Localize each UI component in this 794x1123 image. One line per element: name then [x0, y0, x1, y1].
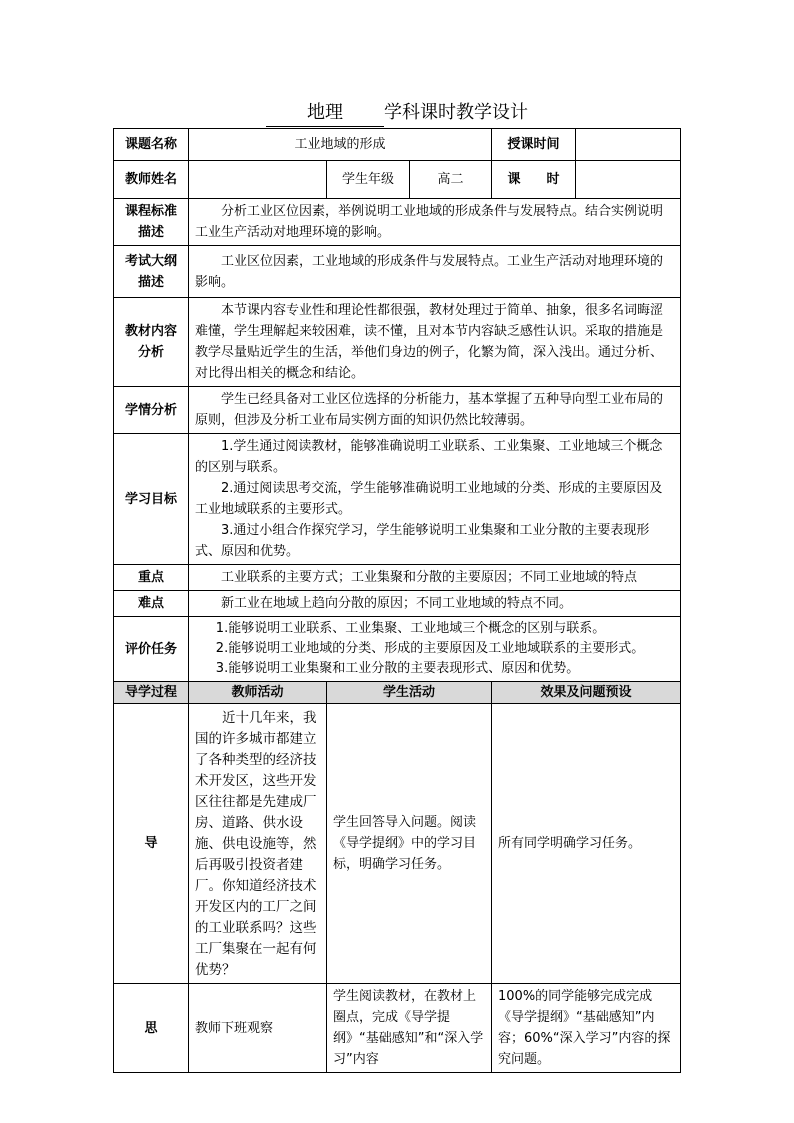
key-row	[114, 565, 681, 591]
topic-row	[114, 129, 681, 161]
process-stage: 思	[114, 984, 189, 1073]
difficult-label: 难点	[114, 591, 189, 617]
title-suffix: 学科课时教学设计	[384, 102, 528, 123]
key-text: 工业联系的主要方式；工业集聚和分散的主要原因；不同工业地域的特点	[189, 565, 681, 591]
lesson-plan-table	[113, 128, 681, 1073]
time-label: 授课时间	[492, 129, 576, 161]
student-row	[114, 387, 681, 434]
teacher-label: 教师姓名	[114, 161, 189, 199]
key-label: 重点	[114, 565, 189, 591]
eval-item: 2.能够说明工业地域的分类、形成的主要原因及工业地域联系的主要形式。	[215, 641, 645, 656]
process-effect: 100%的同学能够完成完成《导学提纲》“基础感知”内容；60%“深入学习”内容的探究问题。	[492, 984, 681, 1073]
goal-item: 1.学生通过阅读教材，能够准确说明工业联系、工业集聚、工业地域三个概念的区别与联系。	[195, 439, 663, 475]
eval-row	[114, 617, 681, 682]
time-value	[576, 129, 681, 161]
exam-text: 工业区位因素，工业地域的形成条件与发展特点。工业生产活动对地理环境的影响。	[189, 246, 681, 298]
eval-item: 1.能够说明工业联系、工业集聚、工业地域三个概念的区别与联系。	[215, 621, 606, 636]
student-label: 学情分析	[114, 387, 189, 434]
teacher-row	[114, 161, 681, 199]
standard-label: 课程标准描述	[114, 199, 189, 246]
grade-value: 高二	[410, 161, 492, 199]
material-text: 本节课内容专业性和理论性都很强，教材处理过于简单、抽象，很多名词晦涩难懂，学生理解起来较困难，读不懂，且对本节内容缺乏感性认识。采取的措施是教学尽量贴近学生的生活，举他们身边的例子，化繁为简，深入浅出。通过分析、对比得出相关的概念和结论。	[189, 298, 681, 387]
process-header-row	[114, 682, 681, 704]
period-value	[576, 161, 681, 199]
teacher-value	[189, 161, 327, 199]
material-row	[114, 298, 681, 387]
process-header-teacher: 教师活动	[189, 682, 327, 704]
grade-label: 学生年级	[327, 161, 410, 199]
goals-cell	[189, 434, 681, 565]
process-row-si	[114, 984, 681, 1073]
topic-label: 课题名称	[114, 129, 189, 161]
difficult-row	[114, 591, 681, 617]
goal-item: 2.通过阅读思考交流，学生能够准确说明工业地域的分类、形成的主要原因及工业地域联系的主要形式。	[195, 481, 663, 517]
material-label: 教材内容分析	[114, 298, 189, 387]
title-subject: 地理	[266, 100, 384, 127]
process-row-dao	[114, 704, 681, 984]
process-header-stage: 导学过程	[114, 682, 189, 704]
eval-item: 3.能够说明工业集聚和工业分散的主要表现形式、原因和优势。	[215, 661, 580, 676]
process-header-student: 学生活动	[327, 682, 492, 704]
exam-row	[114, 246, 681, 298]
process-stage: 导	[114, 704, 189, 984]
exam-label: 考试大纲描述	[114, 246, 189, 298]
process-student-activity: 学生阅读教材，在教材上圈点，完成《导学提纲》“基础感知”和“深入学习”内容	[327, 984, 492, 1073]
goals-label: 学习目标	[114, 434, 189, 565]
process-teacher-activity: 教师下班观察	[189, 984, 327, 1073]
eval-cell	[189, 617, 681, 682]
eval-label: 评价任务	[114, 617, 189, 682]
topic-value: 工业地域的形成	[189, 129, 492, 161]
difficult-text: 新工业在地域上趋向分散的原因；不同工业地域的特点不同。	[189, 591, 681, 617]
process-teacher-activity: 近十几年来，我国的许多城市都建立了各种类型的经济技术开发区，这些开发区往往都是先建成厂房、道路、供水设施、供电设施等，然后再吸引投资者建厂。你知道经济技术开发区内的工厂之间的工业联系吗？这些工厂集聚在一起有何优势？	[189, 704, 327, 984]
process-student-activity: 学生回答导入问题。阅读《导学提纲》中的学习目标，明确学习任务。	[327, 704, 492, 984]
standard-row	[114, 199, 681, 246]
document-title	[0, 100, 794, 127]
goals-row	[114, 434, 681, 565]
process-header-effect: 效果及问题预设	[492, 682, 681, 704]
goal-item: 3.通过小组合作探究学习，学生能够说明工业集聚和工业分散的主要表现形式、原因和优势。	[195, 523, 650, 559]
standard-text: 分析工业区位因素，举例说明工业地域的形成条件与发展特点。结合实例说明工业生产活动对地理环境的影响。	[189, 199, 681, 246]
student-text: 学生已经具备对工业区位选择的分析能力，基本掌握了五种导向型工业布局的原则，但涉及分析工业布局实例方面的知识仍然比较薄弱。	[189, 387, 681, 434]
process-effect: 所有同学明确学习任务。	[492, 704, 681, 984]
period-label: 课 时	[492, 161, 576, 199]
